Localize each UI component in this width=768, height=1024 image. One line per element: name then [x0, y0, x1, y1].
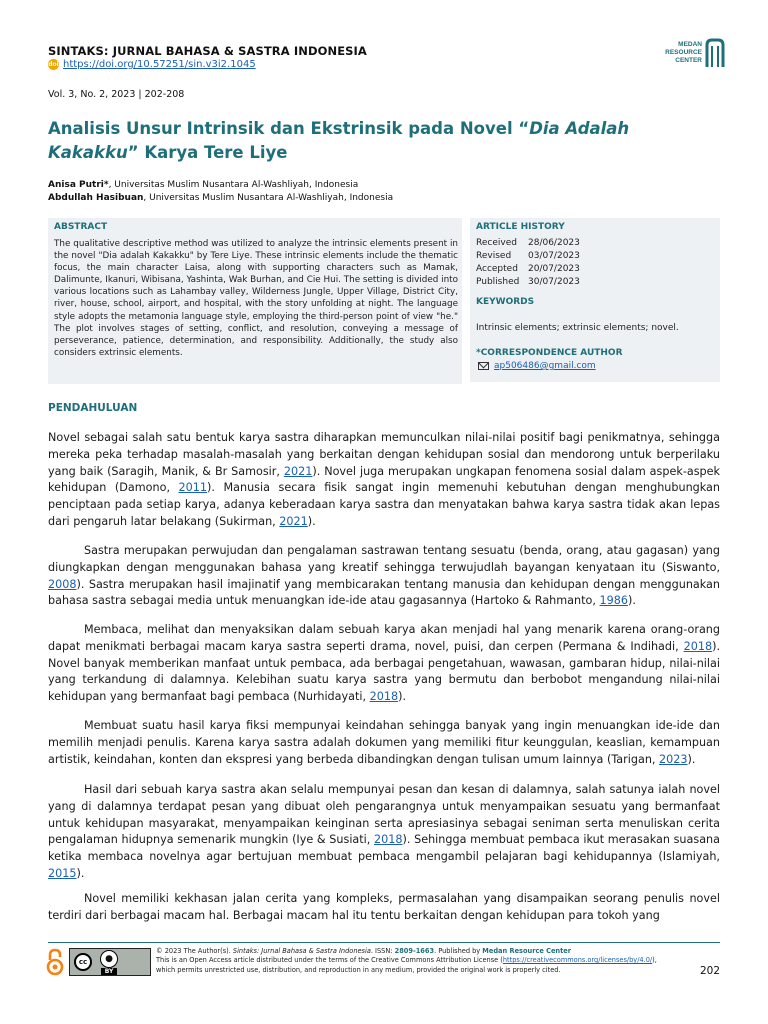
paragraph-6: Novel memiliki kekhasan jalan cerita yang kompleks, permasalahan yang disampaikan seorang penulis novel terdiri dari berbagai macam hal. Berbagai macam hal itu tentu berkaitan dengan kehidupan para tokoh yang [48, 892, 720, 922]
correspondence-email-row [478, 361, 596, 371]
paragraph-1: Novel sebagai salah satu bentuk karya sastra diharapkan memunculkan nilai-nilai positif bagi penikmatnya, sehingga mereka peka terhadap masalah-masalah yang berkaitan dengan kehidupan sosial dan mendorong untuk berperilaku yang baik (Saragih, Manik, & Br Samosir, 2021). Novel juga merupakan ungkapan fenomena sosial dalam aspek-aspek kehidupan (Damono, 2011). Manusia secara fisik sangat ingin memenuhi kebutuhan dengan menghubungkan penciptaan pada setiap karya, adanya keberadaan karya sastra dan menyatakan bahwa karya sastra tidak akan lepas dari pengaruh latar belakang (Sukirman, 2021). [48, 431, 721, 528]
logo-mark-icon [704, 37, 726, 71]
cc-by-badge[interactable] [69, 948, 151, 976]
open-access-icon [45, 948, 65, 976]
history-row: Published 30/07/2023 [476, 277, 580, 287]
section-heading: PENDAHULUAN [48, 402, 138, 414]
volume-info: Vol. 3, No. 2, 2023 | 202-208 [48, 89, 185, 100]
publisher-logo [658, 37, 730, 71]
citation-year-link[interactable]: 2015 [48, 866, 77, 880]
doi-link[interactable]: https://doi.org/10.57251/sin.v3i2.1045 [63, 59, 256, 70]
cc-by-label: BY [101, 968, 118, 975]
citation-year-link[interactable]: 2018 [374, 833, 403, 847]
history-row: Accepted 20/07/2023 [476, 264, 580, 274]
page-number: 202 [700, 965, 721, 977]
citation-year-link[interactable]: 2011 [178, 481, 208, 495]
doi-row [48, 59, 256, 70]
citation-year-link[interactable]: 1986 [599, 594, 628, 608]
keywords-text: Intrinsic elements; extrinsic elements; novel. [476, 323, 679, 333]
history-table [476, 237, 580, 289]
keywords-heading: KEYWORDS [476, 297, 535, 307]
citation-year-link[interactable]: 2018 [683, 639, 713, 653]
doi-icon: doi [48, 61, 59, 68]
author-list [48, 179, 393, 205]
citation-year-link[interactable]: 2021 [279, 514, 308, 528]
journal-name: SINTAKS: JURNAL BAHASA & SASTRA INDONESIA [48, 44, 367, 58]
logo-text: MEDAN RESOURCE CENTER [665, 41, 702, 64]
article-title: Analisis Unsur Intrinsik dan Ekstrinsik pada Novel “Dia Adalah Kakakku” Karya Tere Liye [48, 119, 630, 162]
correspondence-heading: *CORRESPONDENCE AUTHOR [476, 348, 623, 358]
footer-license-text: © 2023 The Author(s). Sintaks: Jurnal Bahasa & Sastra Indonesia. ISSN: 2809-1663. Published by Medan Resource Center This is an Open Access article distributed under the terms of the Creative Commons Attribution License (https://creativecommons.org/licenses/by/4.0/), which permits unrestricted use, distribution, and reproduction in any medium, provided the original work is properly cited. [156, 947, 657, 974]
citation-year-link[interactable]: 2018 [369, 690, 399, 704]
paragraph-4: Membuat suatu hasil karya fiksi mempunyai keindahan sehingga banyak yang ingin menuangkan ide-ide dan memilih menjadi penulis. Karena karya sastra adalah dokumen yang memiliki fitur keunggulan, keaslian, kemampuan artistik, keindahan, konten dan ekspresi yang berbeda dibandingkan dengan tulisan umum lainnya (Tarigan, 2023). [48, 719, 720, 766]
history-heading: ARTICLE HISTORY [476, 222, 565, 232]
license-link[interactable]: https://creativecommons.org/licenses/by/4.0/ [502, 956, 653, 965]
history-row: Received 28/06/2023 [476, 238, 580, 248]
publisher-name: Medan Resource Center [482, 947, 571, 955]
author-1: Anisa Putri*, Universitas Muslim Nusantara Al-Washliyah, Indonesia [48, 180, 359, 190]
attribution-icon: ● [100, 950, 118, 968]
license-icons [45, 948, 151, 976]
history-row: Revised 03/07/2023 [476, 251, 580, 261]
envelope-icon [478, 362, 489, 370]
footer-rule [48, 942, 720, 943]
citation-year-link[interactable]: 2008 [48, 577, 77, 591]
paragraph-2: Sastra merupakan perwujudan dan pengalaman sastrawan tentang sesuatu (benda, orang, atau gagasan) yang diungkapkan dengan menggunakan bahasa yang kreatif sehingga terwujudlah bayangan kenyataan itu (Siswanto, 2008). Sastra merupakan hasil imajinatif yang membicarakan tentang manusia dan kehidupan dengan menggunakan bahasa sastra sebagai media untuk menuangkan ide-ide atau gagasannya (Hartoko & Rahmanto, 1986). [48, 544, 720, 608]
paragraph-3: Membaca, melihat dan menyaksikan dalam sebuah karya akan menjadi hal yang menarik karena orang-orang dapat menikmati berbagai macam karya sastra seperti drama, novel, puisi, dan cerpen (Permana & Indihadi, 2018). Novel banyak memberikan manfaat untuk pembaca, ada berbagai pengetahuan, wawasan, gambaran hidup, nilai-nilai yang terkandung di dalamnya. Kelebihan suatu karya sastra yang bermutu dan berbobot mengandung nilai-nilai kehidupan yang bermanfaat bagi pembaca (Nurhidayati, 2018). [48, 623, 720, 704]
citation-year-link[interactable]: 2021 [283, 464, 313, 478]
abstract-text: The qualitative descriptive method was utilized to analyze the intrinsic elements present in the novel "Dia adalah Kakakku" by Tere Liye. These intrinsic elements include the thematic focus, the main character Laisa, along with supporting characters such as Mamak, Dalimunte, Ikanuri, Wibisana, Yashinta, Wak Burhan, and Cie Hui. The setting is divided into various locations such as Lahambay valley, Wilderness Jungle, Upper Village, District City, river, house, school, airport, and hospital, with the story unfolding at night. The language style adopts the metamonia language style, employing the third-person point of view "he." The plot involves stages of setting, conflict, and resolution, conveying a message of perseverance, patience, determination, and responsibility. Additionally, the study also considers extrinsic elements. [54, 239, 458, 358]
cc-icon: cc [74, 953, 92, 971]
citation-year-link[interactable]: 2023 [659, 752, 688, 766]
author-2: Abdullah Hasibuan, Universitas Muslim Nusantara Al-Washliyah, Indonesia [48, 193, 394, 203]
paragraph-5: Hasil dari sebuah karya sastra akan selalu mempunyai pesan dan kesan di dalamnya, salah satunya ialah novel yang di dalamnya terdapat pesan yang dibuat oleh pengarangnya untuk menyampaikan sesuatu yang bermanfaat untuk kehidupan masyarakat, menyampaikan keinginan serta apresiasinya sebagai seniman serta menuliskan cerita pengalaman hidupnya semenarik mungkin (Iye & Susiati, 2018). Sehingga membuat pembaca ikut merasakan suasana ketika membaca novelnya agar bertujuan membuat pembaca mengambil pelajaran bagi kehidupannya (Islamiyah, 2015). [48, 783, 721, 880]
correspondence-email[interactable]: ap506486@gmail.com [494, 361, 596, 371]
abstract-heading: ABSTRACT [54, 222, 108, 232]
